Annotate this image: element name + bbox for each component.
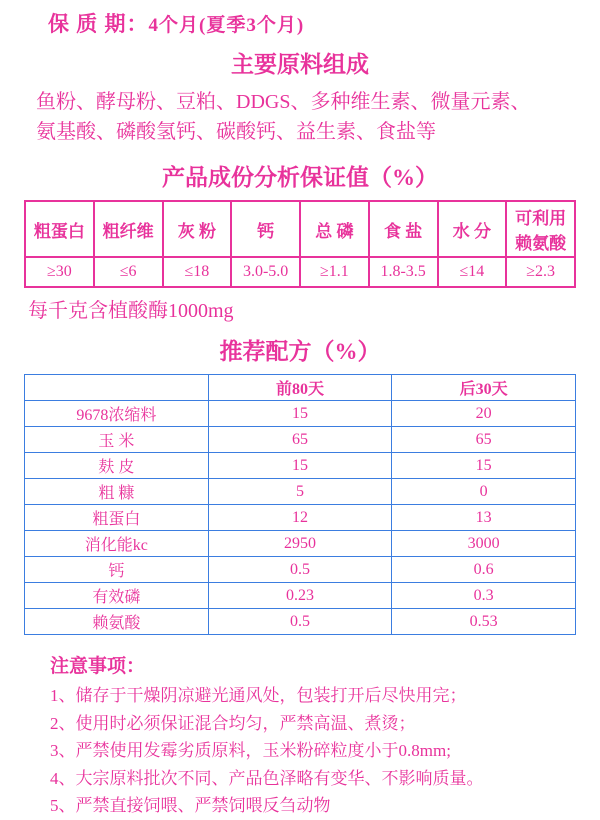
formula-value-first: 0.5 <box>208 557 392 583</box>
ingredients-title: 主要原料组成 <box>231 52 369 77</box>
formula-value-second: 15 <box>392 453 576 479</box>
formula-row-label: 麸 皮 <box>25 453 209 479</box>
note-item: 4、大宗原料批次不同、产品色泽略有变华、不影响质量。 <box>50 768 484 788</box>
formula-value-second: 65 <box>392 427 576 453</box>
formula-row-label: 9678浓缩料 <box>25 401 209 427</box>
analysis-value-cell: ≥2.3 <box>506 257 575 287</box>
notes-title: 注意事项： <box>50 656 146 677</box>
analysis-header-cell: 可利用赖氨酸 <box>506 201 575 257</box>
formula-value-first: 15 <box>208 453 392 479</box>
formula-title: 推荐配方（%） <box>219 339 381 364</box>
formula-value-first: 12 <box>208 505 392 531</box>
analysis-table <box>24 200 576 288</box>
analysis-header-cell: 钙 <box>231 201 300 257</box>
ingredients-line-2: 氨基酸、磷酸氢钙、碳酸钙、益生素、食盐等 <box>36 121 436 143</box>
note-item: 2、使用时必须保证混合均匀，严禁高温、煮烫； <box>50 713 416 733</box>
formula-header-cell: 后30天 <box>392 375 576 401</box>
note-item: 1、储存于干燥阴凉避光通风处，包装打开后尽快用完； <box>50 686 467 705</box>
table-row <box>25 257 575 287</box>
formula-value-first: 0.5 <box>208 609 392 635</box>
ingredients-line-1: 鱼粉、酵母粉、豆粕、DDGS、多种维生素、微量元素、 <box>36 91 531 113</box>
analysis-value-cell: 3.0-5.0 <box>231 257 300 287</box>
analysis-header-cell: 食 盐 <box>369 201 438 257</box>
formula-row-label: 赖氨酸 <box>25 609 209 635</box>
shelf-life-label: 保 质 期： <box>48 12 149 36</box>
analysis-title: 产品成份分析保证值（%） <box>162 165 438 190</box>
formula-row-label: 玉 米 <box>25 427 209 453</box>
formula-corner-cell <box>25 375 209 401</box>
formula-value-second: 0.3 <box>392 583 576 609</box>
ingredients-body <box>24 87 576 147</box>
analysis-value-cell: ≤6 <box>94 257 163 287</box>
analysis-value-cell: 1.8-3.5 <box>369 257 438 287</box>
notes-section <box>24 651 576 820</box>
formula-row-label: 钙 <box>25 557 209 583</box>
analysis-value-cell: ≥30 <box>25 257 94 287</box>
table-row <box>25 479 576 505</box>
formula-value-second: 13 <box>392 505 576 531</box>
formula-row-label: 粗蛋白 <box>25 505 209 531</box>
analysis-value-cell: ≤14 <box>438 257 507 287</box>
analysis-value-cell: ≥1.1 <box>300 257 369 287</box>
table-row <box>25 427 576 453</box>
table-row <box>25 375 576 401</box>
formula-row-label: 粗 糠 <box>25 479 209 505</box>
formula-value-second: 3000 <box>392 531 576 557</box>
analysis-header-cell: 粗蛋白 <box>25 201 94 257</box>
formula-header-cell: 前80天 <box>208 375 392 401</box>
formula-value-second: 20 <box>392 401 576 427</box>
table-row <box>25 609 576 635</box>
formula-value-second: 0 <box>392 479 576 505</box>
formula-row-label: 有效磷 <box>25 583 209 609</box>
table-row <box>25 201 575 257</box>
analysis-header-cell: 总 磷 <box>300 201 369 257</box>
formula-value-second: 0.6 <box>392 557 576 583</box>
formula-value-first: 5 <box>208 479 392 505</box>
table-row <box>25 401 576 427</box>
shelf-life-value: 4个月(夏季3个月) <box>148 15 305 36</box>
note-item: 3、严禁使用发霉劣质原料，玉米粉碎粒度小于0.8mm; <box>50 741 451 761</box>
shelf-life-line <box>24 0 576 38</box>
table-row <box>25 583 576 609</box>
table-row <box>25 505 576 531</box>
formula-value-first: 2950 <box>208 531 392 557</box>
analysis-header-cell: 粗纤维 <box>94 201 163 257</box>
note-item: 5、严禁直接饲喂、严禁饲喂反刍动物 <box>50 796 331 816</box>
table-row <box>25 531 576 557</box>
table-row <box>25 453 576 479</box>
enzyme-note: 每千克含植酸酶1000mg <box>28 300 234 322</box>
formula-value-first: 65 <box>208 427 392 453</box>
formula-value-first: 0.23 <box>208 583 392 609</box>
formula-value-second: 0.53 <box>392 609 576 635</box>
table-row <box>25 557 576 583</box>
analysis-header-cell: 水 分 <box>438 201 507 257</box>
formula-value-first: 15 <box>208 401 392 427</box>
formula-table <box>24 374 576 635</box>
analysis-value-cell: ≤18 <box>163 257 232 287</box>
analysis-header-cell: 灰 粉 <box>163 201 232 257</box>
formula-row-label: 消化能kc <box>25 531 209 557</box>
